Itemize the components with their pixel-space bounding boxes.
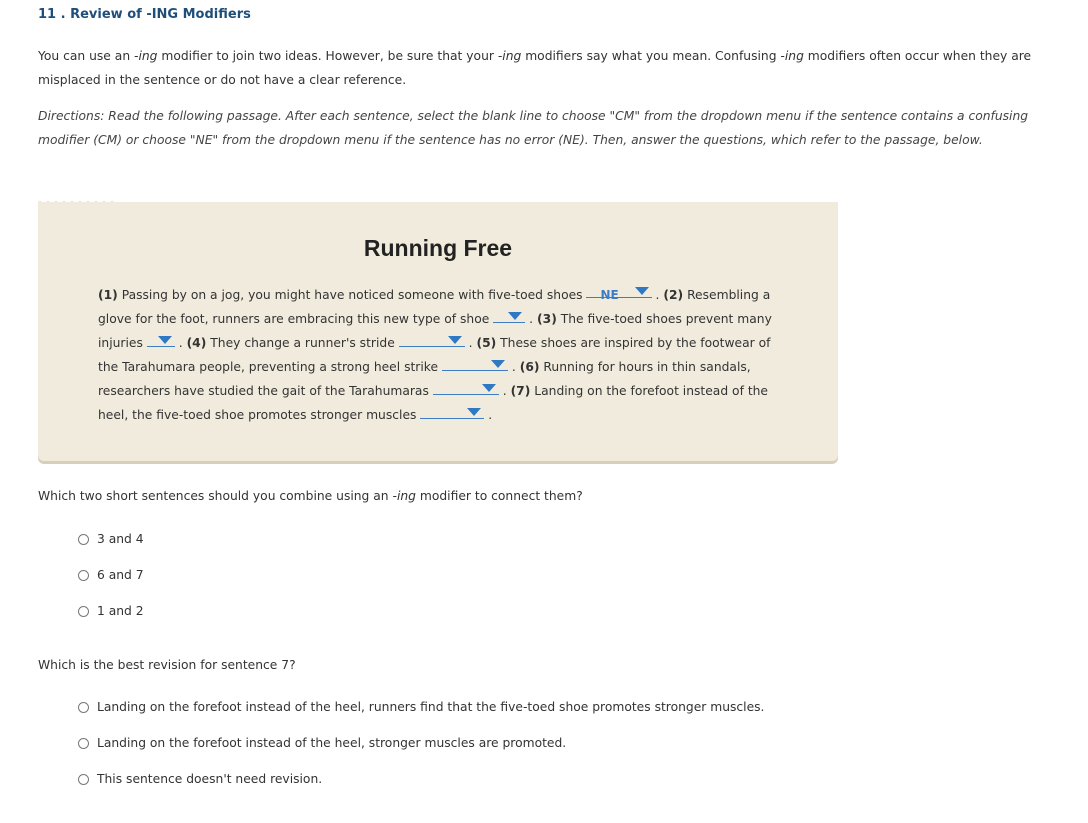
sentence-number-4: (4): [186, 336, 207, 350]
sentence-number-5: (5): [476, 336, 497, 350]
sentence-7: Landing on the forefoot instead of the heel, the five-toed shoe promotes stronger muscles: [98, 384, 768, 422]
question-number: 11 .: [38, 7, 66, 22]
chevron-down-icon: [467, 408, 481, 416]
sentence-number-6: (6): [519, 360, 540, 374]
directions-paragraph: Directions: Read the following passage. After each sentence, select the blank line to choose "CM" from the dropdown menu if the sentence contains a confusing modifier (CM) or choose "NE" from the dropdown menu if the sentence has no error (NE). Then, answer the questions, which refer to the passage, below.: [38, 109, 1029, 147]
radio-button[interactable]: [78, 570, 89, 581]
question-2-option-3[interactable]: This sentence doesn't need revision.: [78, 772, 322, 786]
sentence-number-2: (2): [663, 288, 684, 302]
question-1-option-1[interactable]: 3 and 4: [78, 532, 144, 546]
sentence-5: These shoes are inspired by the footwear of the Tarahumara people, preventing a strong heel strike: [98, 336, 771, 374]
question-title-text: Review of -ING Modifiers: [70, 7, 251, 22]
chevron-down-icon: [635, 287, 649, 295]
sentence-4-dropdown[interactable]: [399, 332, 465, 347]
sentence-2: Resembling a glove for the foot, runners are embracing this new type of shoe: [98, 288, 771, 326]
chevron-down-icon: [482, 384, 496, 392]
chevron-down-icon: [508, 312, 522, 320]
question-title: [38, 7, 251, 22]
sentence-6: Running for hours in thin sandals, researchers have studied the gait of the Tarahumaras: [98, 360, 751, 398]
chevron-down-icon: [158, 336, 172, 344]
radio-button[interactable]: [78, 738, 89, 749]
sentence-5-dropdown[interactable]: [442, 356, 508, 371]
passage-title: Running Free: [363, 235, 513, 261]
sentence-1-dropdown[interactable]: [586, 283, 652, 302]
sentence-4: They change a runner's stride: [206, 336, 395, 350]
question-2-option-2[interactable]: Landing on the forefoot instead of the heel, stronger muscles are promoted.: [78, 736, 566, 750]
sentence-6-dropdown[interactable]: [433, 380, 499, 395]
sentence-1-dropdown-value: NE: [600, 288, 619, 302]
sentence-7-dropdown[interactable]: [420, 404, 484, 419]
question-2-option-1[interactable]: Landing on the forefoot instead of the heel, runners find that the five-toed shoe promotes stronger muscles.: [78, 700, 764, 714]
sentence-number-3: (3): [537, 312, 557, 326]
question-2-prompt: Which is the best revision for sentence 7?: [38, 658, 296, 672]
sentence-3-dropdown[interactable]: [147, 332, 175, 347]
sentence-3: The five-toed shoes prevent many injuries: [98, 312, 772, 350]
question-1-prompt: Which two short sentences should you combine using an -ing modifier to connect them?: [38, 489, 583, 503]
question-1-option-3[interactable]: 1 and 2: [78, 604, 144, 618]
question-1-option-2[interactable]: 6 and 7: [78, 568, 144, 582]
passage-text: (1) Passing by on a jog, you might have noticed someone with five-toed shoes NE . (2) Resembling a glove for the foot, runners are embracing this new type of shoe . (3) The five-toed shoes prevent many injuries . (4) They change a runner's stride . (5) These shoes are inspired by the footwear of the Tarahumara people, preventing a strong heel strike . (6) Running for hours in thin sandals, researchers have studied the gait of the Tarahumaras . (7) Landing on the forefoot instead of the heel, the five-toed shoe promotes stronger muscles .: [98, 283, 778, 427]
radio-button[interactable]: [78, 702, 89, 713]
chevron-down-icon: [448, 336, 462, 344]
radio-button[interactable]: [78, 534, 89, 545]
sentence-number-7: (7): [510, 384, 531, 398]
passage-box-top-edge: [38, 199, 838, 205]
sentence-2-dropdown[interactable]: [493, 308, 525, 323]
sentence-number-1: (1): [98, 288, 118, 302]
radio-button[interactable]: [78, 774, 89, 785]
intro-paragraph: You can use an -ing modifier to join two ideas. However, be sure that your -ing modifiers say what you mean. Confusing -ing modifiers often occur when they are misplaced in the sentence or do not have a clear reference.: [38, 49, 1032, 87]
chevron-down-icon: [491, 360, 505, 368]
sentence-1: Passing by on a jog, you might have noticed someone with five-toed shoes: [117, 288, 583, 302]
radio-button[interactable]: [78, 606, 89, 617]
passage-box: [38, 203, 838, 461]
